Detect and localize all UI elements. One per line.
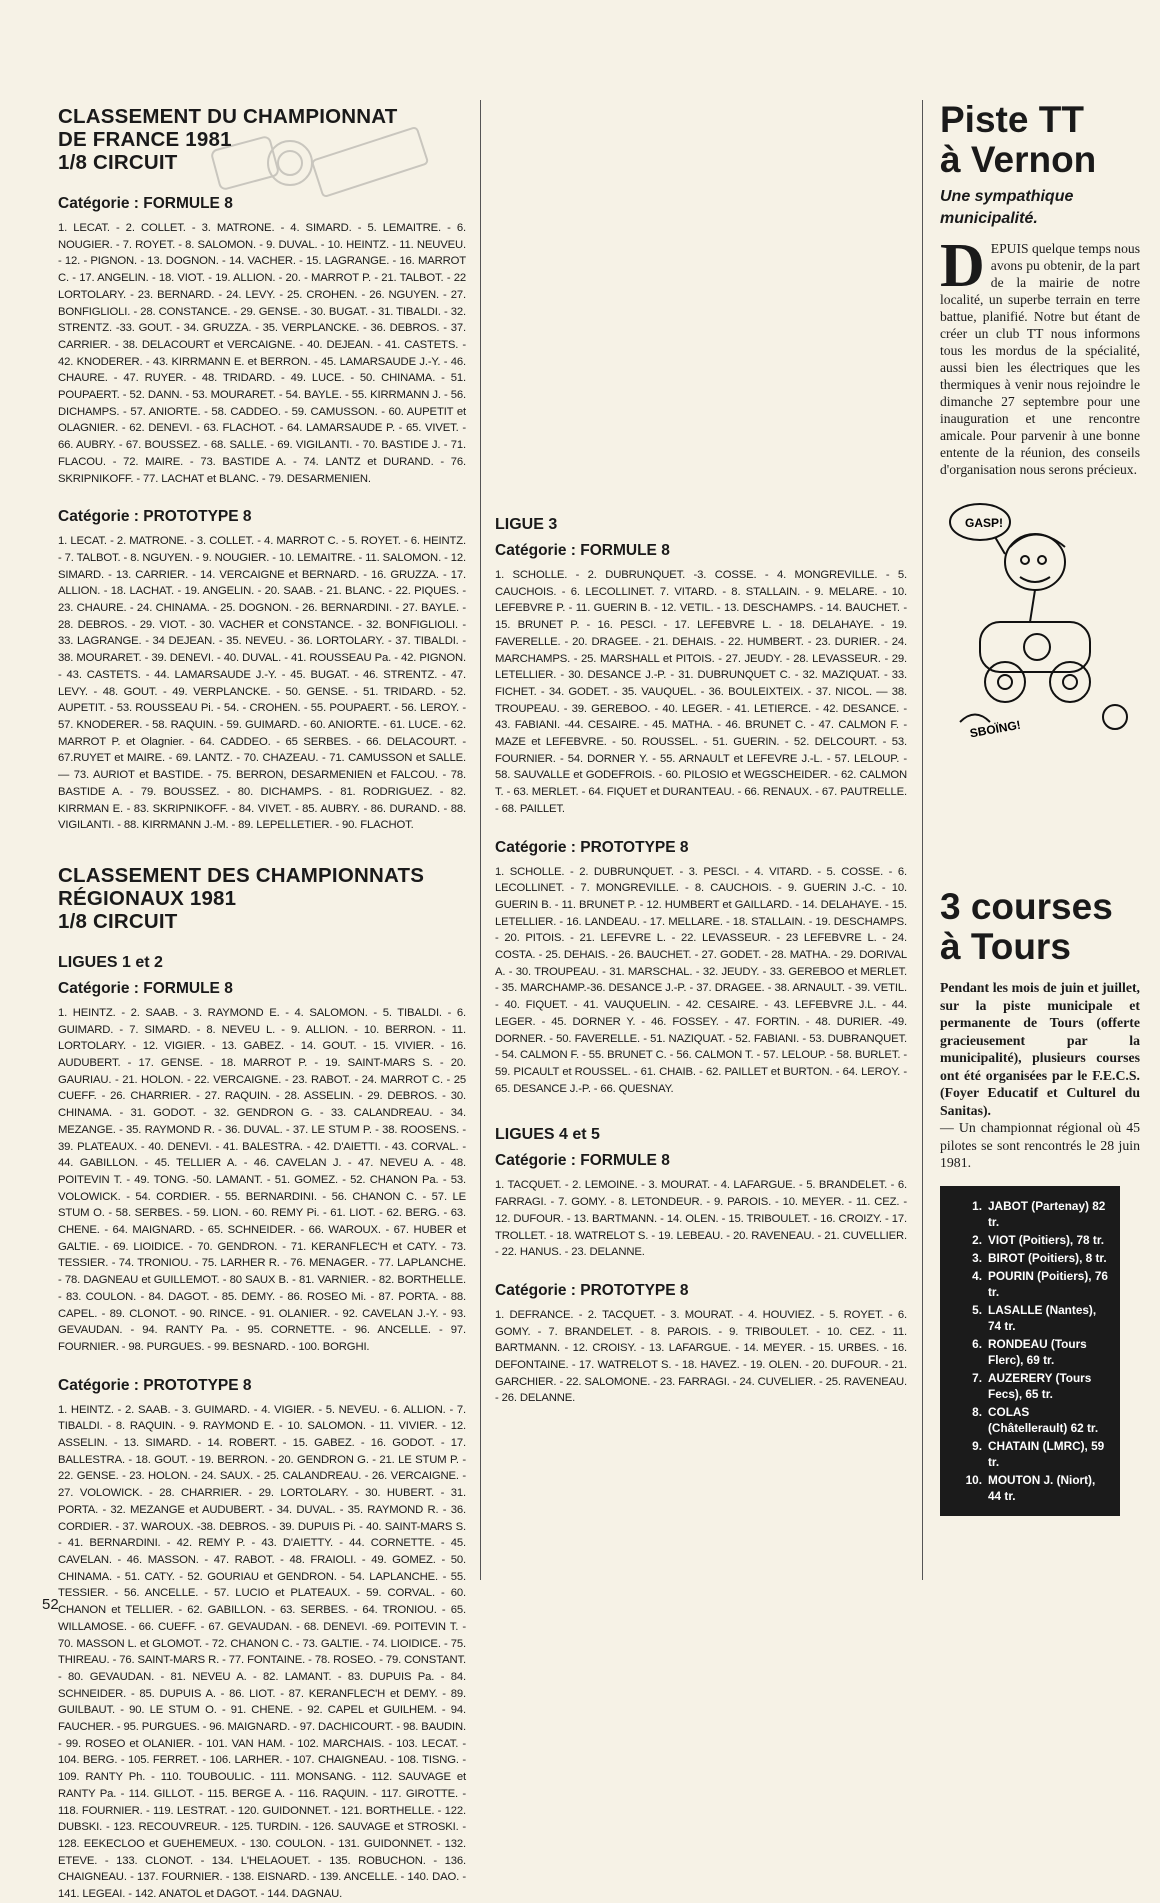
results-text: 1. LECAT. - 2. MATRONE. - 3. COLLET. - 4. MARROT C. - 5. ROYET. - 6. HEINTZ. - 7. TALBOT. - 8. NGUYEN. - 9. NOUGIER. - 10. LEMAITRE. - 11. SALOMON. - 12. SIMARD. - 13. CARRIER. - 14. VERCAIGNE et BERNARD. - 16. GRUZZA. - 17. ALLION. - 18. LACHAT. - 19. ANGELIN. - 20. SAAB. - 21. BLANC. - 22. PIQUES. - 23. CHAURE. - 24. CHINAMA. - 25. DOGNON. - 26. BERNARDINI. - 27. BAYLE. - 28. DEBROS. - 29. VIOT. - 30. VACHER et CONSTANCE. - 32. BONFIGLIOLI. - 33. LAGRANGE. - 34 DEJEAN. - 35. NEVEU. - 36. LORTOLARY. - 37. TIBALDI. - 38. MOURARET. - 39. DENEVI. - 40. DUVAL. - 41. ROUSSEAU Pa. - 42. PIGNON. - 43. CASTETS. - 44. LAMARSAUDE J.-Y. - 45. BUGAT. - 46. STRENTZ. - 47. LEVY. - 48. GOUT. - 49. VERPLANCKE. - 50. GENSE. - 51. TRIDARD. - 52. AUPETIT. - 53. ROUSSEAU Pi. - 54. - CROHEN. - 55. POUPAERT. - 56. LEROY. - 57. KNODERER. - 58. RAQUIN. - 59. GUIMARD. - 60. ANIORTE. - 61. LUCE. - 62. MARROT P. et Olagnier. - 64. CADDEO. - 65 SERBES. - 66. DELACOURT. - 67.RUYET et MAIRE. - 69. LANTZ. - 70. CHAZEAU. - 71. CAMUSSON et SALLE. — 73. AURIOT et BASTIDE. - 75. BERRON, DESARMENIEN et FALCOU. - 78. BASTIDE A. - 79. BOUSSEZ. - 80. DICHAMPS. - 81. RODRIGUEZ. - 82. KIRRMAN E. - 83. SKRIPNIKOFF. - 84. VIVET. - 85. AUBRY. - 86. DURAND. - 88. VIGILANTI. - 88. KIRRMANN J.-M. - 89. LEPELLETIER. - 90. FLACHOT. [58, 535, 466, 832]
ranking-item [950, 1232, 1110, 1248]
page-number: 52 [42, 1596, 59, 1613]
category-heading: Catégorie : PROTOTYPE 8 [58, 1376, 252, 1394]
rank-entry: POURIN (Poitiers), 76 tr. [988, 1268, 1108, 1299]
results-text: 1. SCHOLLE. - 2. DUBRUNQUET. -3. COSSE. - 4. MONGREVILLE. - 5. CAUCHOIS. - 6. LECOLLINET. 7. VITARD. - 8. STALLAIN. - 9. MELARE. - 10. LEFEBVRE P. - 11. GUERIN B. - 12. VETIL. - 13. DESCHAMPS. - 14. BAUCHET. - 15. BRUNET P. - 16. PESCI. - 17. LEFEBVRE L. - 18. DELAHAYE. - 19. FAVERELLE. - 20. DRAGEE. - 21. DEHAIS. - 22. HUMBERT. - 23. DURIER. - 24. MARCHAMPS. - 25. MARSHALL et PITOIS. - 27. JEUDY. - 28. LEVASSEUR. - 29. LETELLIER. - 30. DESANCE J.-P. - 31. DUBRUNQUET C. - 32. MAZIQUAT. - 33. FICHET. - 34. GODET. - 35. VAUQUEL. - 36. BOULEIXTEIX. - 37. NICOL. — 38. TROUPEAU. - 39. GEREBOO. - 40. LEGER. - 41. LETIERCE. - 42. DESANCE. - 43. FABIANI. -44. CESAIRE. - 45. MATHA. - 46. BRUNET C. - 47. CALMON F. - MAZE et LEFEBVRE. - 50. ROUSSEL. - 51. GUERIN. - 52. DELCOURT. - 53. FOURNIER. - 54. DORNER Y. - 55. ARNAULT et LEFEVRE J.-L. - 57. LELOUP. - 58. SAUVALLE et GODEFROIS. - 60. PILOSIO et WEGSCHEIDER. - 62. CALMON T. - 63. MERLET. - 64. FIQUET et DURANTEAU. - 66. RENAUX. - 67. PAUTRELLE. - 68. PAILLET. [495, 569, 907, 815]
rank-number: 1. [972, 1198, 982, 1213]
championship-heading [58, 105, 466, 174]
ranking-box [940, 1186, 1120, 1516]
category-heading: Catégorie : FORMULE 8 [58, 979, 233, 997]
vernon-article: DEPUIS quelque temps nous avons pu obtenir, de la part de la mairie de notre localité, un superbe terrain en terre battue, planifié. Notre but étant de créer un club TT nous informons tous les mordus de la spécialité, aussi bien les électriques que les thermiques à venir nous rejoindre le dimanche 27 septembre pour une inauguration et une rencontre amicale. Pour parvenir à une bonne entente de la réunion, des conseils d'organisation nous serons précieux. [940, 232, 1140, 477]
category-heading: Catégorie : PROTOTYPE 8 [495, 1281, 689, 1299]
vernon-subtitle: Une sympathique municipalité. [940, 188, 1074, 227]
heading-line: 1/8 CIRCUIT [58, 909, 178, 933]
heading-line: CLASSEMENT DU CHAMPIONNAT [58, 105, 398, 128]
ranking-item [950, 1250, 1110, 1266]
vernon-title: Piste TT à Vernon [940, 99, 1097, 180]
category-heading: Catégorie : FORMULE 8 [495, 542, 670, 559]
cartoon-illustration [940, 492, 1140, 752]
rank-number: 3. [972, 1250, 982, 1265]
results-text: 1. DEFRANCE. - 2. TACQUET. - 3. MOURAT. - 4. HOUVIEZ. - 5. ROYET. - 6. GOMY. - 7. BRANDELET. - 8. PAROIS. - 9. TRIBOULET. - 10. CEZ. - 11. BARTMANN. - 12. CROISY. - 13. LAFARGUE. - 14. MEYER. - 15. URBES. - 16. DEFONTAINE. - 17. WATRELOT S. - 18. HAVEZ. - 19. OLEN. - 20. DUFOUR. - 21. GARCHIER. - 22. SALOMONE. - 23. FARRAGI. - 24. CUVELIER. - 25. RAVENEAU. - 26. DELANNE. [495, 1308, 907, 1405]
category-heading: Catégorie : PROTOTYPE 8 [58, 508, 252, 526]
column-divider [922, 100, 923, 1580]
league-heading: LIGUES 1 et 2 [58, 953, 163, 971]
heading-line: 1/8 CIRCUIT [58, 151, 178, 174]
cartoon-text: SBOÏNG! [968, 717, 1022, 741]
rank-number: 5. [972, 1302, 982, 1317]
category-heading: Catégorie : FORMULE 8 [58, 195, 233, 212]
ranking-item [950, 1302, 1110, 1334]
rank-entry: MOUTON J. (Niort), 44 tr. [988, 1472, 1096, 1503]
cartoon-text: GASP! [965, 516, 1004, 530]
column-2 [495, 515, 907, 1407]
ranking-item [950, 1268, 1110, 1300]
rank-number: 10. [965, 1472, 982, 1487]
ranking-item [950, 1404, 1110, 1436]
rank-entry: AUZERERY (Tours Fecs), 65 tr. [988, 1370, 1092, 1401]
heading-line: RÉGIONAUX 1981 [58, 886, 237, 910]
rank-number: 9. [972, 1438, 982, 1453]
category-heading: Catégorie : PROTOTYPE 8 [495, 838, 689, 856]
results-text: 1. HEINTZ. - 2. SAAB. - 3. GUIMARD. - 4. VIGIER. - 5. NEVEU. - 6. ALLION. - 7. TIBALDI. - 8. RAQUIN. - 9. RAYMOND E. - 10. SALOMON. - 11. VIVIER. - 12. ASSELIN. - 13. SIMARD. - 14. ROBERT. - 15. GABEZ. - 16. GODOT. - 17. BALLESTRA. - 18. GOUT. - 19. BERRON. - 20. GENDRON G. - 21. LE STUM P. - 22. GENSE. - 23. HOLON. - 24. SAUX. - 25. CALANDREAU. - 26. VERCAIGNE. - 27. VOLOWICK. - 28. CHARRIER. - 29. LORTOLARY. - 30. HUBERT. - 31. PORTA. - 32. MEZANGE et AUDUBERT. - 34. DUVAL. - 35. RAYMOND R. - 36. CORDIER. - 37. WAROUX. -38. DEBROS. - 39. DUPUIS Pi. - 40. SAINT-MARS S. - 41. BERNARDINI. - 42. REMY P. - 43. D'AIETTY. - 44. CORNETTE. - 45. CAVELAN. - 46. MASSON. - 47. RABOT. - 48. FRAIOLI. - 49. GOMEZ. - 50. CHINAMA. - 51. CATY. - 52. GOURIAU et GENDRON. - 54. LAPLANCHE. - 55. TESSIER. - 56. ANCELLE. - 57. LUCIO et PLATEAUX. - 59. CORVAL. - 60. CHANON et TELLIER. - 62. GABILLON. - 63. SERBES. - 64. TRONIOU. - 65. WILLAMOSE. - 66. CUEFF. - 67. GEVAUDAN. - 68. DENEVI. -69. POITEVIN T. - 70. MASSON L. et GLOMOT. - 72. CHANON C. - 73. GALTIE. - 74. LIOIDICE. - 75. THIREAU. - 76. SAINT-MARS R. - 77. FONTAINE. - 78. ROSEO. - 79. CONSTANT. - 80. GEVAUDAN. - 81. NEVEU A. - 82. LAMANT. - 83. DUPUIS Pa. - 84. SCHNEIDER. - 85. DUPUIS A. - 86. LIOT. - 87. KERANFLEC'H et DEMY. - 89. GUILBAUT. - 90. LE STUM O. - 91. CHENE. - 92. CAPEL et GUILHEM. - 94. FAUCHER. - 95. PURGUES. - 96. MAIGNARD. - 97. DACHICOURT. - 98. BAUDIN. - 99. ROSEO et OLANIER. - 101. VAN HAM. - 102. MARCHAIS. - 103. LECAT. - 104. BERG. - 105. FERRET. - 106. LARHER. - 107. CHAIGNEAU. - 108. TISNG. - 109. RANTY Ph. - 110. TOUBOULIC. - 111. MONSANG. - 112. SAUVAGE et RANTY Pa. - 114. GILLOT. - 115. BERGE A. - 116. RAQUIN. - 117. GIROTTE. - 118. FOURNIER. - 119. LESTRAT. - 120. GUIDONNET. - 121. BORTHELLE. - 122. DUBSKI. - 123. RECOUVREUR. - 125. TURDIN. - 126. SAUVAGE et STROSKI. - 128. EEKECLOO et GUEHEMEUX. - 130. COULON. - 131. GUIDONNET. - 132. ETEVE. - 133. CLONOT. - 134. L'HELAOUET. - 135. ROBUCHON. - 136. CHAIGNEAU. - 137. FOURNIER. - 138. EISNARD. - 139. ANCELLE. - 140. DAO. - 141. LEGEAI. - 142. ANATOL et DAGOT. - 144. DAGNAU. [58, 1403, 466, 1901]
rank-entry: COLAS (Châtellerault) 62 tr. [988, 1404, 1099, 1435]
heading-line: CLASSEMENT DES CHAMPIONNATS [58, 863, 425, 887]
ranking-item [950, 1370, 1110, 1402]
column-3 [940, 100, 1140, 1516]
rank-number: 8. [972, 1404, 982, 1419]
rank-number: 2. [972, 1232, 982, 1247]
results-text: 1. SCHOLLE. - 2. DUBRUNQUET. - 3. PESCI. - 4. VITARD. - 5. COSSE. - 6. LECOLLINET. - 7. MONGREVILLE. - 8. CAUCHOIS. - 9. GUERIN J.-C. - 10. GUERIN B. - 11. BRUNET P. - 12. HUMBERT et GAILLARD. - 14. DELAHAYE. - 15. LETELLIER. - 16. LANDEAU. - 17. MELLARE. - 18. STALLAIN. - 19. DESCHAMPS. - 20. PITOIS. - 21. LEFEVRE L. - 22. LEVASSEUR. - 23 LEFEBVRE L. - 24. COSTA. - 25. DEHAIS. - 26. BAUCHET. - 27. GODET. - 28. MATHA. - 29. DORIVAL A. - 30. TROUPEAU. - 31. MARSCHAL. - 32. JEUDY. - 33. GEREBOO et MERLET. - 35. MARCHAMP.-36. DESANCE J.-P. - 37. DRAGEE. - 38. ARNAULT. - 39. VETIL. - 40. FIQUET. - 41. VAUQUELIN. - 42. CESAIRE. - 43. LEFEBVRE J.L. - 44. LEGER. - 45. DORNER Y. - 46. FOSSEY. - 47. FORTIN. - 48. DURIER. -49. DORNER. - 50. FAVERELLE. - 51. NAZIQUAT. - 52. FABIANI. - 53. DUBRANQUET. - 54. CALMON F. - 55. BRUNET C. - 56. CALMON T. - 57. LELOUP. - 58. BURLET. - 59. PICAULT et ROUSSEL. - 61. CHAIB. - 62. PAILLET et BURTON. - 64. LEROY. - 65. DESANCE J.-P. - 66. QUESNAY. [495, 865, 907, 1095]
column-1 [58, 105, 466, 1903]
tours-title: 3 courses à Tours [940, 886, 1113, 967]
league-heading: LIGUE 3 [495, 516, 558, 533]
ranking-item [950, 1438, 1110, 1470]
rank-number: 6. [972, 1336, 982, 1351]
rank-entry: VIOT (Poitiers), 78 tr. [988, 1232, 1105, 1247]
column-divider [480, 100, 481, 1580]
category-heading: Catégorie : FORMULE 8 [495, 1152, 670, 1170]
ranking-item [950, 1472, 1110, 1504]
rank-entry: RONDEAU (Tours Flerc), 69 tr. [988, 1336, 1087, 1367]
rank-entry: JABOT (Partenay) 82 tr. [988, 1198, 1106, 1229]
results-text: 1. TACQUET. - 2. LEMOINE. - 3. MOURAT. - 4. LAFARGUE. - 5. BRANDELET. - 6. FARRAGI. - 7. GOMY. - 8. LETONDEUR. - 9. PAROIS. - 10. MEYER. - 11. CEZ. - 12. DUFOUR. - 13. BARTMANN. - 14. OLEN. - 15. TRIBOULET. - 16. CROIZY. - 17. TROLLET. - 18. WATRELOT S. - 19. LEBEAU. - 20. RAVENEAU. - 21. CUVELLIER. - 22. HANUS. - 23. DELANNE. [495, 1179, 907, 1259]
rank-entry: BIROT (Poitiers), 8 tr. [988, 1250, 1107, 1265]
ranking-item [950, 1198, 1110, 1230]
rank-number: 4. [972, 1268, 982, 1283]
rank-number: 7. [972, 1370, 982, 1385]
league-heading: LIGUES 4 et 5 [495, 1126, 600, 1144]
results-text: 1. HEINTZ. - 2. SAAB. - 3. RAYMOND E. - 4. SALOMON. - 5. TIBALDI. - 6. GUIMARD. - 7. SIMARD. - 8. NEVEU L. - 9. ALLION. - 10. BERRON. - 11. LORTOLARY. - 12. VIGIER. - 13. GABEZ. - 14. GOUT. - 15. VIVIER. - 16. AUDUBERT. - 17. GENSE. - 18. MARROT P. - 19. SAINT-MARS S. - 20. GAURIAU. - 21. HOLON. - 22. VERCAIGNE. - 23. RABOT. - 24. MARROT C. - 25 CUEFF. - 26. CHARRIER. - 27. RAQUIN. - 28. ASSELIN. - 29. DEBROS. - 30. CHINAMA. - 31. GODOT. - 32. GENDRON G. - 33. CALANDREAU. - 34. MEZANGE. - 35. RAYMOND R. - 36. DUVAL. - 37. LE STUM P. - 38. ROOSENS. - 39. PLATEAUX. - 40. DENEVI. - 41. BALESTRA. - 42. D'AIETTI. - 43. CORVAL. - 44. GABILLON. - 45. TELLIER A. - 46. CAVELAN J. - 47. NEVEU A. - 48. POITEVIN T. - 49. TONG. -50. LAMANT. - 51. GOMEZ. - 52. CHANON Pa. - 53. VOLOWICK. - 54. CORDIER. - 55. BERNARDINI. - 56. CHANON C. - 57. LE STUM O. - 58. SERBES. - 59. LION. - 60. REMY Pi. - 61. LIOT. - 62. BERG. - 63. CHENE. - 64. MAIGNARD. - 65. SCHNEIDER. - 66. WAROUX. - 67. HUBER et GALTIE. - 69. LIOIDICE. - 70. GENDRON. - 71. KERANFLEC'H et CATY. - 73. TESSIER. - 74. TRONIOU. - 75. LARHER R. - 76. MENAGER. - 77. LAPLANCHE. - 78. DAGNEAU et GUILLEMOT. - 80 SAUX B. - 81. VARNIER. - 82. BORTHELLE. - 83. COULON. - 84. DAGOT. - 85. DEMY. - 86. ROSEO Mi. - 87. PORTA. - 88. CAPEL. - 89. CLONOT. - 90. RINCE. - 91. OLANIER. - 92. CAVELAN J.-Y. - 93. GEVAUDAN. - 94. RANTY Pa. - 95. CORNETTE. - 96. ANCELLE. - 97. FOURNIER. - 98. PURGUES. - 99. BESNARD. - 100. BORGHI. [58, 1006, 466, 1353]
ranking-item [950, 1336, 1110, 1368]
tours-article-body: — Un championnat régional où 45 pilotes se sont rencontrés le 28 juin 1981. [940, 1120, 1140, 1170]
ranking-list [950, 1198, 1110, 1504]
tours-article-lead: Pendant les mois de juin et juillet, sur la piste municipale et permanente de Tours (offerte gracieusement par la municipalité), plusieurs courses ont été organisées par le F.E.C.S. (Foyer Educatif et Culturel du Sanitas). [940, 980, 1140, 1118]
rank-entry: CHATAIN (LMRC), 59 tr. [988, 1438, 1105, 1469]
regional-heading [58, 864, 466, 933]
rank-entry: LASALLE (Nantes), 74 tr. [988, 1302, 1097, 1333]
drop-cap: D [940, 232, 985, 300]
heading-line: DE FRANCE 1981 [58, 128, 232, 151]
results-text: 1. LECAT. - 2. COLLET. - 3. MATRONE. - 4. SIMARD. - 5. LEMAITRE. - 6. NOUGIER. - 7. ROYET. - 8. SALOMON. - 9. DUVAL. - 10. HEINTZ. - 11. NEUVEU. - 12. - PIGNON. - 13. DOGNON. - 14. VACHER. - 15. LAGRANGE. - 16. MARROT C. - 17. ANGELIN. - 18. VIOT. - 19. ALLION. - 20. - MARROT P. - 21. TALBOT. - 22 LORTOLARY. - 23. BERNARD. - 24. LEVY. - 25. CROHEN. - 26. NGUYEN. - 27. BONFIGLIOLI. - 28. CONSTANCE. - 29. GENSE. - 30. BUGAT. - 31. TIBALDI. - 32. STRENTZ. -33. GOUT. - 34. GRUZZA. - 35. VERPLANCKE. - 36. DEBROS. - 37. CARRIER. - 38. DELACOURT et VERCAIGNE. - 40. DEJEAN. - 41. CASTETS. - 42. KNODERER. - 43. KIRRMANN E. et BERRON. - 45. LAMARSAUDE J.-Y. - 46. CHAURE. - 47. RUYER. - 48. TRIDARD. - 49. LUCE. - 50. CHINAMA. - 51. POUPAERT. - 52. DANN. - 53. MOURARET. - 54. BAYLE. - 55. KIRRMANN J. - 56. DICHAMPS. - 57. ANIORTE. - 58. CADDEO. - 59. CAMUSSON. - 60. AUPETIT et OLAGNIER. - 62. DENEVI. - 63. FLACHOT. - 64. LAMARSAUDE P. - 65. VIVET. - 66. AUBRY. - 67. BOUSSEZ. - 68. SALLE. - 69. VIGILANTI. - 70. BASTIDE J. - 71. FLACOU. - 72. MAIRE. - 73. BASTIDE A. - 74. LANTZ et DURAND. - 76. SKRIPNIKOFF. - 77. LACHAT et BLANC. - 79. DESARMENIEN. [58, 222, 466, 485]
